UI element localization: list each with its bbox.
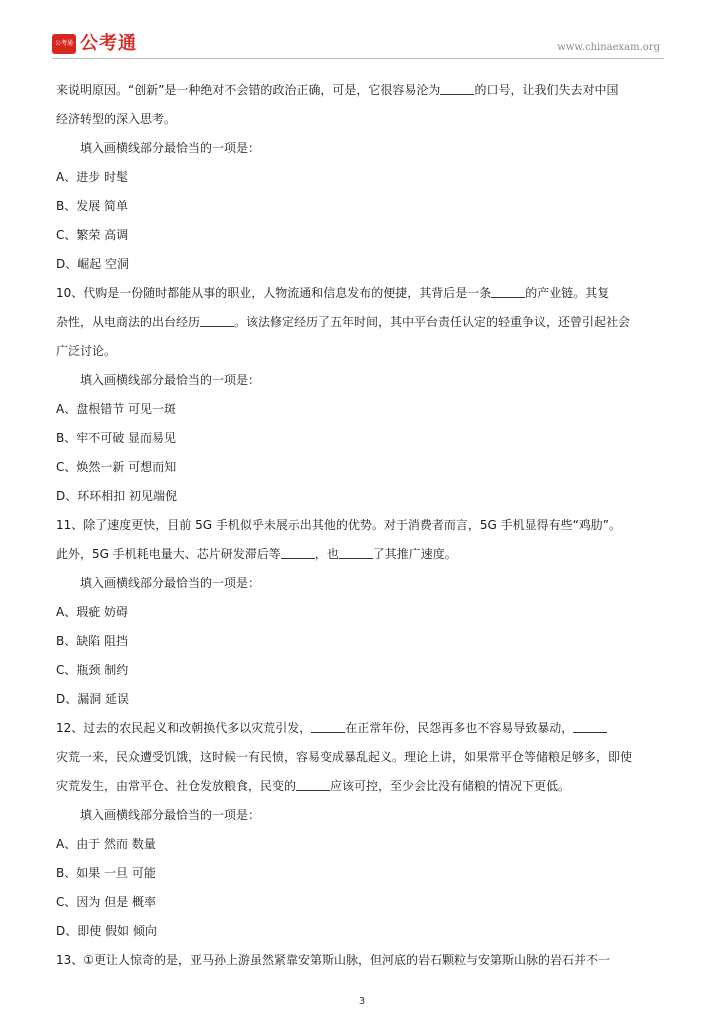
option-c: C、焕然一新 可想而知 bbox=[56, 460, 177, 474]
option-a: A、盘根错节 可见一斑 bbox=[56, 402, 177, 416]
question-12-end: 灾荒发生，由常平仓、社仓发放粮食，民变的 应该可控，至少会比没有储粮的情况下更低。 bbox=[56, 779, 571, 793]
question-10-cont: 杂性，从电商法的出台经历 。该法修定经历了五年时间，其中平台责任认定的轻重争议，还曾引起社会 bbox=[56, 315, 631, 329]
intro-paragraph: 来说明原因。“创新”是一种绝对不会错的政治正确，可是，它很容易沦为 的口号，让我们失去对中国 bbox=[56, 83, 619, 97]
option-a: A、瑕疵 妨碍 bbox=[56, 605, 129, 619]
answer-blank bbox=[491, 285, 525, 298]
question-instruction: 填入画横线部分最恰当的一项是： bbox=[80, 576, 261, 590]
option-d: D、崛起 空洞 bbox=[56, 257, 130, 271]
option-a: A、由于 然而 数量 bbox=[56, 837, 156, 851]
question-10-end: 广泛讨论。 bbox=[56, 344, 117, 358]
answer-blank bbox=[281, 546, 315, 559]
answer-blank bbox=[296, 778, 330, 791]
option-c: C、瓶颈 制约 bbox=[56, 663, 129, 677]
option-b: B、牢不可破 显而易见 bbox=[56, 431, 177, 445]
option-c: C、因为 但是 概率 bbox=[56, 895, 157, 909]
option-a: A、进步 时髦 bbox=[56, 170, 129, 184]
option-b: B、缺陷 阻挡 bbox=[56, 634, 129, 648]
page-header bbox=[52, 30, 664, 60]
site-url[interactable]: www.chinaexam.org bbox=[557, 42, 660, 53]
question-11: 11、除了速度更快，目前 5G 手机似乎未展示出其他的优势。对于消费者而言，5G 手机显得有些“鸡肋”。 bbox=[56, 518, 622, 532]
option-b: B、如果 一旦 可能 bbox=[56, 866, 156, 880]
header-divider bbox=[52, 58, 664, 59]
option-c: C、繁荣 高调 bbox=[56, 228, 129, 242]
page-number: 3 bbox=[358, 996, 366, 1007]
question-13: 13、①更让人惊奇的是，亚马孙上游虽然紧靠安第斯山脉，但河底的岩石颗粒与安第斯山脉的岩石并不一 bbox=[56, 953, 611, 967]
question-12-cont: 灾荒一来，民众遭受饥饿，这时候一有民愤，容易变成暴乱起义。理论上讲，如果常平仓等储粮足够多，即使 bbox=[56, 750, 633, 764]
logo-text: 公考通 bbox=[80, 33, 137, 54]
answer-blank bbox=[440, 82, 474, 95]
question-11-cont: 此外，5G 手机耗电量大、芯片研发滞后等 ，也 了其推广速度。 bbox=[56, 547, 457, 561]
question-instruction: 填入画横线部分最恰当的一项是： bbox=[80, 373, 261, 387]
option-d: D、漏洞 延误 bbox=[56, 692, 130, 706]
option-b: B、发展 简单 bbox=[56, 199, 129, 213]
answer-blank bbox=[573, 720, 607, 733]
answer-blank bbox=[339, 546, 373, 559]
question-10: 10、代购是一份随时都能从事的职业，人物流通和信息发布的便捷，其背后是一条 的产业链。其复 bbox=[56, 286, 610, 300]
answer-blank bbox=[200, 314, 234, 327]
option-d: D、环环相扣 初见端倪 bbox=[56, 489, 178, 503]
question-12: 12、过去的农民起义和改朝换代多以灾荒引发， 在正常年份，民怨再多也不容易导致暴动， bbox=[56, 714, 668, 743]
option-d: D、即使 假如 倾向 bbox=[56, 924, 157, 938]
question-instruction: 填入画横线部分最恰当的一项是： bbox=[80, 141, 261, 155]
logo bbox=[52, 34, 137, 54]
question-instruction: 填入画横线部分最恰当的一项是： bbox=[80, 808, 261, 822]
logo-badge: 公考通 bbox=[52, 34, 76, 54]
intro-paragraph-cont: 经济转型的深入思考。 bbox=[56, 112, 177, 126]
document-body bbox=[56, 76, 668, 975]
answer-blank bbox=[311, 720, 345, 733]
